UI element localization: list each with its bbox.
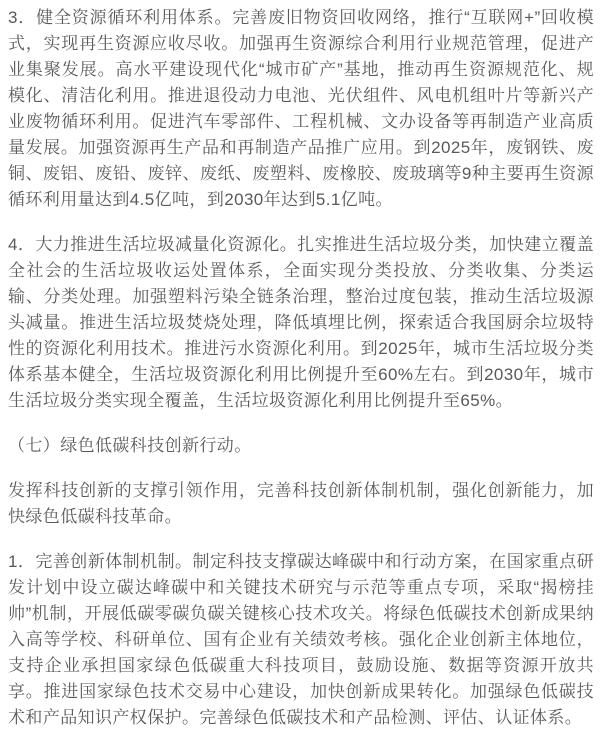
paragraph-innovation-mechanism: 1．完善创新体制机制。制定科技支撑碳达峰碳中和行动方案，在国家重点研发计划中设立碳达峰碳中和关键技术研究与示范等重点专项，采取“揭榜挂帅”机制，开展低碳零碳负碳关键核心技术攻关。将绿色低碳技术创新成果纳入高等学校、科研单位、国有企业有关绩效考核。强化企业创新主体地位，支持企业承担国家绿色低碳重大科技项目，鼓励设施、数据等资源开放共享。推进国家绿色技术交易中心建设，加快创新成果转化。加强绿色低碳技术和产品知识产权保护。完善绿色低碳技术和产品检测、评估、认证体系。 bbox=[8, 552, 594, 727]
paragraph-waste-reduction-recycling: 4．大力推进生活垃圾减量化资源化。扎实推进生活垃圾分类，加快建立覆盖全社会的生活垃圾收运处置体系，全面实现分类投放、分类收集、分类运输、分类处理。加强塑料污染全链条治理，整治过度包装，推动生活垃圾源头减量。推进生活垃圾焚烧处理，降低填埋比例，探索适合我国厨余垃圾特性的资源化利用技术。推进污水资源化利用。到2025年，城市生活垃圾分类体系基本健全，生活垃圾资源化利用比例提升至60%左右。到2030年，城市生活垃圾分类实现全覆盖，生活垃圾资源化利用比例提升至65%。 bbox=[8, 235, 594, 410]
paragraph-resource-recycling-system: 3．健全资源循环利用体系。完善废旧物资回收网络，推行“互联网+”回收模式，实现再生资源应收尽收。加强再生资源综合利用行业规范管理，促进产业集聚发展。高水平建设现代化“城市矿产”基地，推动再生资源规范化、规模化、清洁化利用。推进退役动力电池、光伏组件、风电机组叶片等新兴产业废物循环利用。促进汽车零部件、工程机械、文办设备等再制造产业高质量发展。加强资源再生产品和再制造产品推广应用。到2025年，废钢铁、废铜、废铝、废铅、废锌、废纸、废塑料、废橡胶、废玻璃等9种主要再生资源循环利用量达到4.5亿吨，到2030年达到5.1亿吨。 bbox=[8, 8, 594, 209]
section-heading-green-tech-innovation: （七）绿色低碳科技创新行动。 bbox=[8, 436, 252, 455]
paragraph-innovation-intro: 发挥科技创新的支撑引领作用，完善科技创新体制机制，强化创新能力，加快绿色低碳科技革命。 bbox=[8, 481, 594, 526]
